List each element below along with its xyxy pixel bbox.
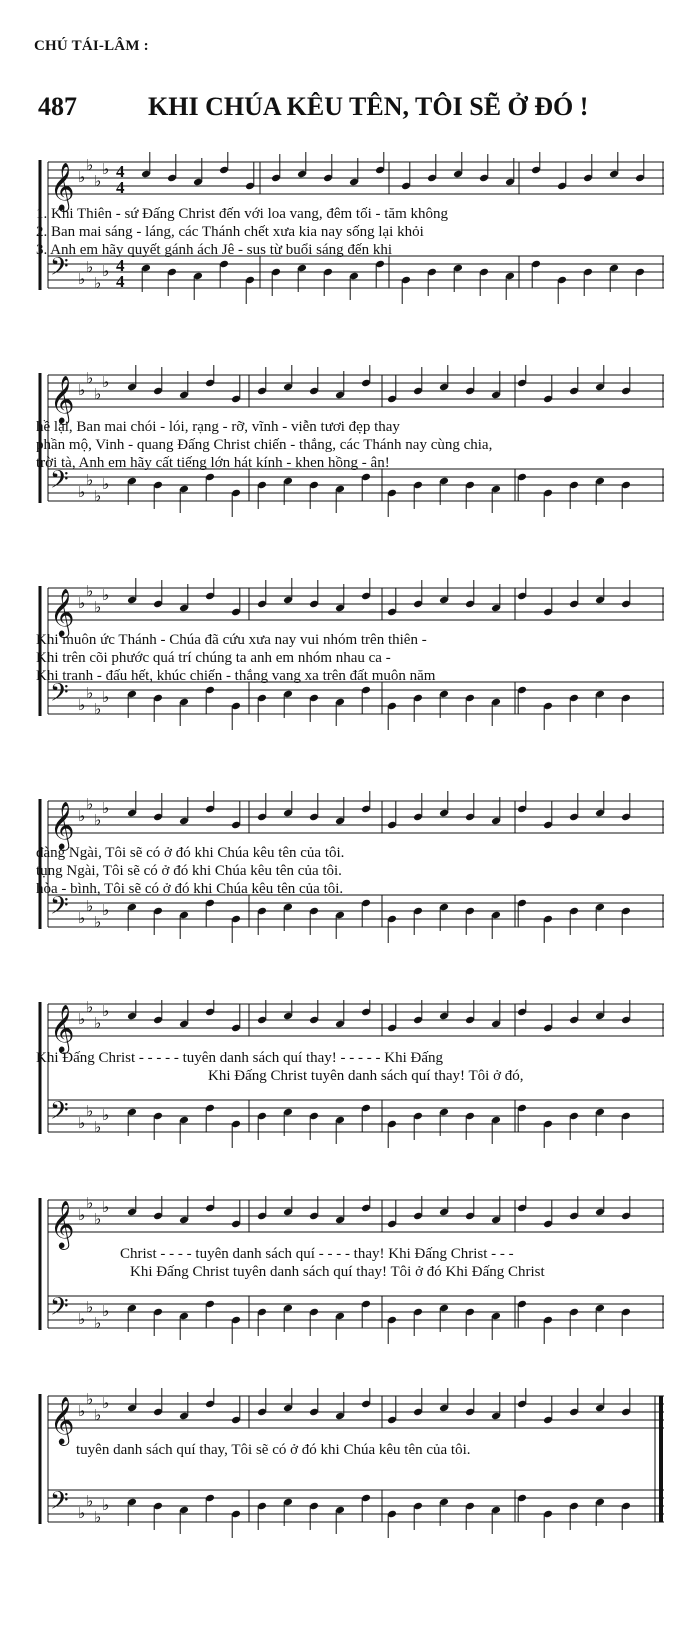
- flat-sign-icon: ♭: [102, 799, 110, 817]
- flat-sign-icon: ♭: [102, 1496, 110, 1514]
- flat-sign-icon: ♭: [78, 807, 86, 825]
- flat-sign-icon: ♭: [102, 262, 110, 280]
- lyric-line-verse-3: hòa - bình, Tôi sẽ có ở đó khi Chúa kêu tên của tôi.: [36, 881, 344, 897]
- flat-sign-icon: ♭: [86, 582, 94, 600]
- flat-sign-icon: ♭: [94, 700, 102, 718]
- treble-clef-icon: 𝄞: [50, 587, 75, 636]
- lyric-line-verse-1: Khi muôn ức Thánh - Chúa đã cứu xưa nay vui nhóm trên thiên -: [36, 632, 427, 648]
- flat-sign-icon: ♭: [102, 373, 110, 391]
- flat-sign-icon: ♭: [86, 258, 94, 276]
- flat-sign-icon: ♭: [86, 471, 94, 489]
- flat-sign-icon: ♭: [94, 1508, 102, 1526]
- flat-sign-icon: ♭: [78, 1504, 86, 1522]
- lyric-line-verse-1: hề lại, Ban mai chói - lói, rạng - rỡ, vĩnh - viễn tươi đẹp thay: [36, 419, 400, 435]
- flat-sign-icon: ♭: [86, 1298, 94, 1316]
- flat-sign-icon: ♭: [86, 1102, 94, 1120]
- flat-sign-icon: ♭: [94, 1118, 102, 1136]
- music-system: [36, 1196, 664, 1346]
- time-signature-bottom: 4: [116, 178, 125, 197]
- flat-sign-icon: ♭: [94, 598, 102, 616]
- flat-sign-icon: ♭: [94, 274, 102, 292]
- flat-sign-icon: ♭: [86, 1000, 94, 1016]
- flat-sign-icon: ♭: [86, 369, 94, 387]
- flat-sign-icon: ♭: [94, 385, 102, 403]
- flat-sign-icon: ♭: [78, 1206, 86, 1224]
- lyric-line-verse-3: Khi tranh - đấu hết, khúc chiến - thắng vang xa trên đất muôn năm: [36, 668, 436, 684]
- flat-sign-icon: ♭: [102, 586, 110, 604]
- flat-sign-icon: ♭: [78, 381, 86, 399]
- flat-sign-icon: ♭: [86, 897, 94, 915]
- lyric-line-verse-2: tụng Ngài, Tôi sẽ có ở đó khi Chúa kêu tên của tôi.: [36, 863, 342, 879]
- treble-clef-icon: 𝄞: [50, 1199, 75, 1248]
- flat-sign-icon: ♭: [86, 1390, 94, 1408]
- treble-clef-icon: 𝄞: [50, 800, 75, 849]
- flat-sign-icon: ♭: [102, 160, 110, 178]
- lyric-line-upper: Christ - - - - tuyên danh sách quí - - - - thay! Khi Đấng Christ - - -: [120, 1246, 514, 1262]
- flat-sign-icon: ♭: [78, 594, 86, 612]
- flat-sign-icon: ♭: [94, 172, 102, 190]
- treble-clef-icon: 𝄞: [50, 1003, 75, 1052]
- treble-clef-icon: 𝄞: [50, 161, 75, 210]
- treble-clef-icon: 𝄞: [50, 374, 75, 423]
- flat-sign-icon: ♭: [78, 483, 86, 501]
- time-signature-top: 4: [116, 256, 125, 275]
- lyric-line-verse-3: trời tà, Anh em hãy cất tiếng lớn hát kính - khen hồng - ân!: [36, 455, 390, 471]
- flat-sign-icon: ♭: [86, 684, 94, 702]
- treble-clef-icon: 𝄞: [50, 1395, 75, 1444]
- flat-sign-icon: ♭: [94, 913, 102, 931]
- music-system: [36, 365, 664, 535]
- bass-clef-icon: 𝄢: [50, 1096, 69, 1130]
- bass-clef-icon: 𝄢: [50, 1486, 69, 1520]
- lyric-line-verse-2: 2. Ban mai sáng - láng, các Thánh chết xưa kia nay sống lại khỏi: [36, 224, 424, 240]
- flat-sign-icon: ♭: [94, 1210, 102, 1228]
- music-system: [36, 791, 664, 961]
- flat-sign-icon: ♭: [94, 487, 102, 505]
- music-system: [36, 152, 664, 322]
- lyric-line-verse-2: phần mộ, Vinh - quang Đấng Christ chiến - thắng, các Thánh nay cùng chia,: [36, 437, 493, 453]
- flat-sign-icon: ♭: [102, 1302, 110, 1320]
- bass-clef-icon: 𝄢: [50, 465, 69, 499]
- flat-sign-icon: ♭: [78, 1310, 86, 1328]
- flat-sign-icon: ♭: [102, 475, 110, 493]
- bass-clef-icon: 𝄢: [50, 891, 69, 925]
- flat-sign-icon: ♭: [102, 1002, 110, 1020]
- lyric-line-verse-2: Khi trên cõi phước quá trí chúng ta anh em nhóm nhau ca -: [36, 650, 391, 666]
- staff-graphics: [36, 1388, 664, 1548]
- flat-sign-icon: ♭: [94, 1014, 102, 1032]
- time-signature-bottom: 4: [116, 272, 125, 291]
- flat-sign-icon: ♭: [102, 1394, 110, 1412]
- flat-sign-icon: ♭: [78, 1114, 86, 1132]
- flat-sign-icon: ♭: [78, 1010, 86, 1028]
- flat-sign-icon: ♭: [102, 1198, 110, 1216]
- composer-label: CHÚ TÁI-LÂM :: [34, 38, 149, 54]
- bass-clef-icon: 𝄢: [50, 252, 69, 286]
- flat-sign-icon: ♭: [86, 1492, 94, 1510]
- lyric-line-verse-3: 3. Anh em hãy quyết gánh ách Jê - sus từ buổi sáng đến khi: [36, 242, 392, 258]
- flat-sign-icon: ♭: [102, 688, 110, 706]
- flat-sign-icon: ♭: [78, 1402, 86, 1420]
- lyric-line: tuyên danh sách quí thay, Tôi sẽ có ở đó khi Chúa kêu tên của tôi.: [76, 1442, 471, 1458]
- music-system: [36, 1000, 664, 1150]
- bass-clef-icon: 𝄢: [50, 1292, 69, 1326]
- lyric-line-lower: Khi Đấng Christ tuyên danh sách quí thay! Tôi ở đó Khi Đấng Christ: [130, 1264, 545, 1280]
- flat-sign-icon: ♭: [102, 901, 110, 919]
- flat-sign-icon: ♭: [94, 1314, 102, 1332]
- flat-sign-icon: ♭: [78, 909, 86, 927]
- hymn-number: 487: [38, 92, 77, 121]
- time-signature-top: 4: [116, 162, 125, 181]
- flat-sign-icon: ♭: [86, 795, 94, 813]
- music-system: [36, 578, 664, 748]
- flat-sign-icon: ♭: [94, 811, 102, 829]
- flat-sign-icon: ♭: [94, 1406, 102, 1424]
- music-system: [36, 1388, 664, 1548]
- flat-sign-icon: ♭: [78, 696, 86, 714]
- flat-sign-icon: ♭: [86, 1196, 94, 1212]
- hymn-title: KHI CHÚA KÊU TÊN, TÔI SẼ Ở ĐÓ !: [148, 92, 589, 121]
- lyric-line-verse-1: đàng Ngài, Tôi sẽ có ở đó khi Chúa kêu tên của tôi.: [36, 845, 345, 861]
- lyric-line-verse-1: 1. Khi Thiên - sứ Đấng Christ đến với loa vang, đêm tối - tăm không: [36, 206, 448, 222]
- lyric-line-lower: Khi Đấng Christ tuyên danh sách quí thay! Tôi ở đó,: [208, 1068, 524, 1084]
- bass-clef-icon: 𝄢: [50, 678, 69, 712]
- flat-sign-icon: ♭: [78, 270, 86, 288]
- flat-sign-icon: ♭: [86, 156, 94, 174]
- flat-sign-icon: ♭: [78, 168, 86, 186]
- flat-sign-icon: ♭: [102, 1106, 110, 1124]
- lyric-line-upper: Khi Đấng Christ - - - - - tuyên danh sách quí thay! - - - - - Khi Đấng: [36, 1050, 443, 1066]
